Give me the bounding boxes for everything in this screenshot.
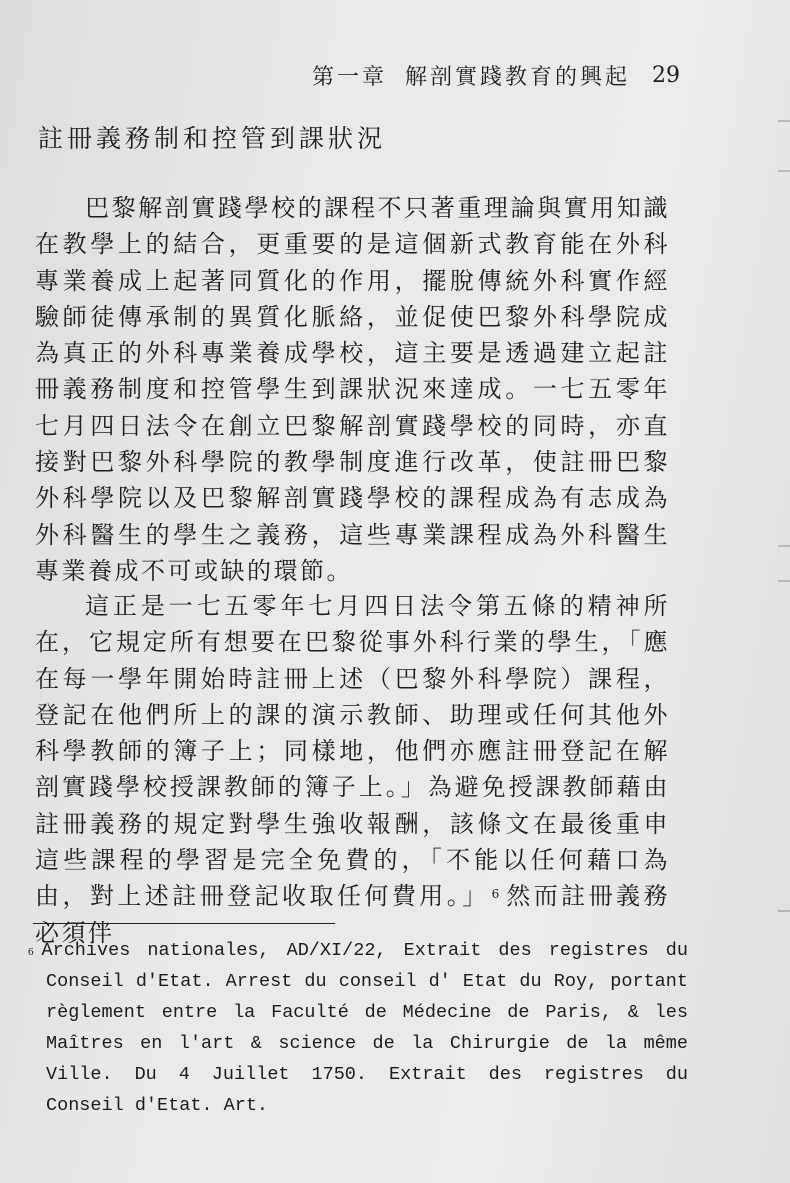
show-through-mark — [778, 580, 790, 582]
chapter-title: 解剖實踐教育的興起 — [404, 64, 630, 90]
chapter-label: 第一章 — [311, 64, 387, 90]
show-through-mark — [778, 120, 790, 122]
show-through-mark — [778, 910, 790, 912]
footnote-divider — [33, 923, 335, 924]
footnote-text: Archives nationales, AD/XI/22, Extrait des registres du Conseil d'Etat. Arrest du conseil d' Etat du Roy, portant règlement entre la Faculté de Médecine de Paris, & les Maîtres en l'art & science de la Chirurgie de la même Ville. Du 4 Juillet 1750. Extrait des registres du Conseil d'Etat. Art. — [41, 940, 688, 1116]
footnote — [28, 935, 688, 1121]
running-header — [300, 58, 680, 92]
show-through-mark — [778, 170, 790, 172]
paragraph-2-tail: 然而註冊義務必須伴 — [35, 882, 670, 947]
footnote-number: 6 — [28, 946, 34, 958]
footnote-reference: 6 — [491, 887, 500, 902]
page-number: 29 — [652, 62, 680, 88]
section-heading: 註冊義務制和控管到課狀況 — [38, 124, 387, 153]
paragraph-2-text: 這正是一七五零年七月四日法令第五條的精神所在，它規定所有想要在巴黎從事外科行業的學生，「應在每一學年開始時註冊上述（巴黎外科學院）課程，登記在他們所上的課的演示教師、助理或任何其他外科學教師的簿子上；同樣地，他們亦應註冊登記在解剖實踐學校授課教師的簿子上。」為避免授課教師藉由註冊義務的規定對學生強收報酬，該條文在最後重申這些課程的學習是完全免費的，「不能以任何藉口為由，對上述註冊登記收取任何費用。」 — [35, 592, 670, 911]
paragraph-1: 巴黎解剖實踐學校的課程不只著重理論與實用知識在教學上的結合，更重要的是這個新式教育能在外科專業養成上起著同質化的作用，擺脫傳統外科實作經驗師徒傳承制的異質化脈絡，並促使巴黎外科學院成為真正的外科專業養成學校，這主要是透過建立起註冊義務制度和控管學生到課狀況來達成。一七五零年七月四日法令在創立巴黎解剖實踐學校的同時，亦直接對巴黎外科學院的教學制度進行改革，使註冊巴黎外科學院以及巴黎解剖實踐學校的課程成為有志成為外科醫生的學生之義務，這些專業課程成為外科醫生專業養成不可或缺的環節。 — [35, 194, 670, 585]
show-through-mark — [778, 545, 790, 547]
paragraph-2 — [35, 588, 670, 951]
